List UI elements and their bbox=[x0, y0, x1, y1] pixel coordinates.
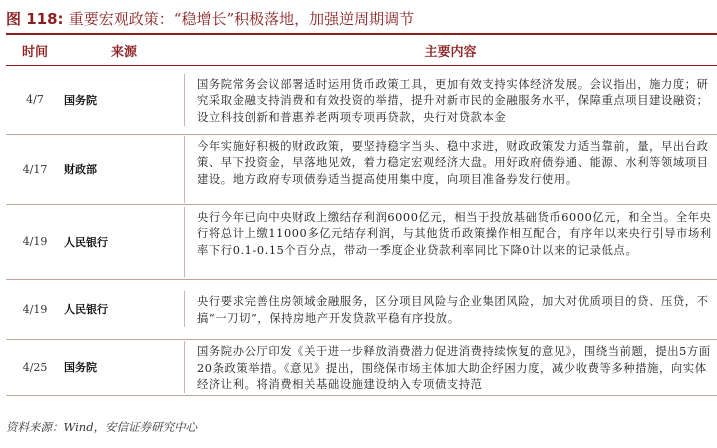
row-source: 财政部 bbox=[64, 134, 184, 204]
policy-table bbox=[6, 37, 717, 396]
row-date: 4/19 bbox=[6, 279, 64, 339]
source-footnote: 资料来源：Wind，安信证券研究中心 bbox=[6, 420, 198, 434]
row-date: 4/17 bbox=[6, 134, 64, 204]
top-rule bbox=[6, 33, 717, 35]
row-source: 国务院 bbox=[64, 339, 184, 395]
header-row bbox=[6, 37, 717, 65]
row-date: 4/19 bbox=[6, 204, 64, 279]
row-content: 今年实施好积极的财政政策，要坚持稳字当头、稳中求进，财政政策发力适当靠前，量，早出台政策、早下投资金，早落地见效，着力稳定宏观经济大盘。用好政府债券通、能源、水利等领域项目建设。地方政府专项债券适当提高使用集中度，向项目准备券发行使用。 bbox=[184, 136, 717, 203]
row-date: 4/7 bbox=[6, 65, 64, 134]
figure-title-text: 重要宏观政策：“稳增长”积极落地，加强逆周期调节 bbox=[68, 10, 415, 28]
row-source: 国务院 bbox=[64, 65, 184, 134]
figure-title bbox=[6, 8, 414, 30]
table-row bbox=[6, 279, 717, 339]
row-content: 央行要求完善住房领域金融服务，区分项目风险与企业集团风险，加大对优质项目的贷、压贷，不搞“一刀切”，保持房地产开发贷款平稳有序投放。 bbox=[184, 291, 717, 327]
table-row bbox=[6, 134, 717, 204]
row-content: 国务院办公厅印发《关于进一步释放消费潜力促进消费持续恢复的意见》，围绕当前题，提出5方面20条政策举措。《意见》提出，围绕保市场主体加大助企纾困力度，减少收费等多种措施，向实体经济让利。将消费相关基础设施建设纳入专项债支持范 bbox=[184, 341, 717, 393]
table-row bbox=[6, 339, 717, 395]
row-source: 人民银行 bbox=[64, 279, 184, 339]
table-row bbox=[6, 65, 717, 134]
figure-label: 图 118: bbox=[6, 10, 64, 28]
header-time: 时间 bbox=[6, 37, 64, 65]
row-source: 人民银行 bbox=[64, 204, 184, 279]
row-content: 央行今年已向中央财政上缴结存利润6000亿元，相当于投放基础货币6000亿元，和全当。全年央行将总计上缴11000多亿元结存利润，与其他货币政策操作相互配合，有序年以来央行引导市场利率下行0.1-0.15个百分点，带动一季度企业贷款利率同比下降0计以来的记录低点。 bbox=[184, 207, 717, 277]
row-content: 国务院常务会议部署适时运用货币政策工具，更加有效支持实体经济发展。会议指出，施力度；研究采取金融支持消费和有效投资的举措，提升对新市民的金融服务水平，保障重点项目建设融资；设立科技创新和普惠养老两项专项再贷款，央行对贷款本金 bbox=[184, 74, 717, 126]
header-content: 主要内容 bbox=[184, 37, 717, 65]
header-source: 来源 bbox=[64, 37, 184, 65]
row-date: 4/25 bbox=[6, 339, 64, 395]
table-row bbox=[6, 204, 717, 279]
